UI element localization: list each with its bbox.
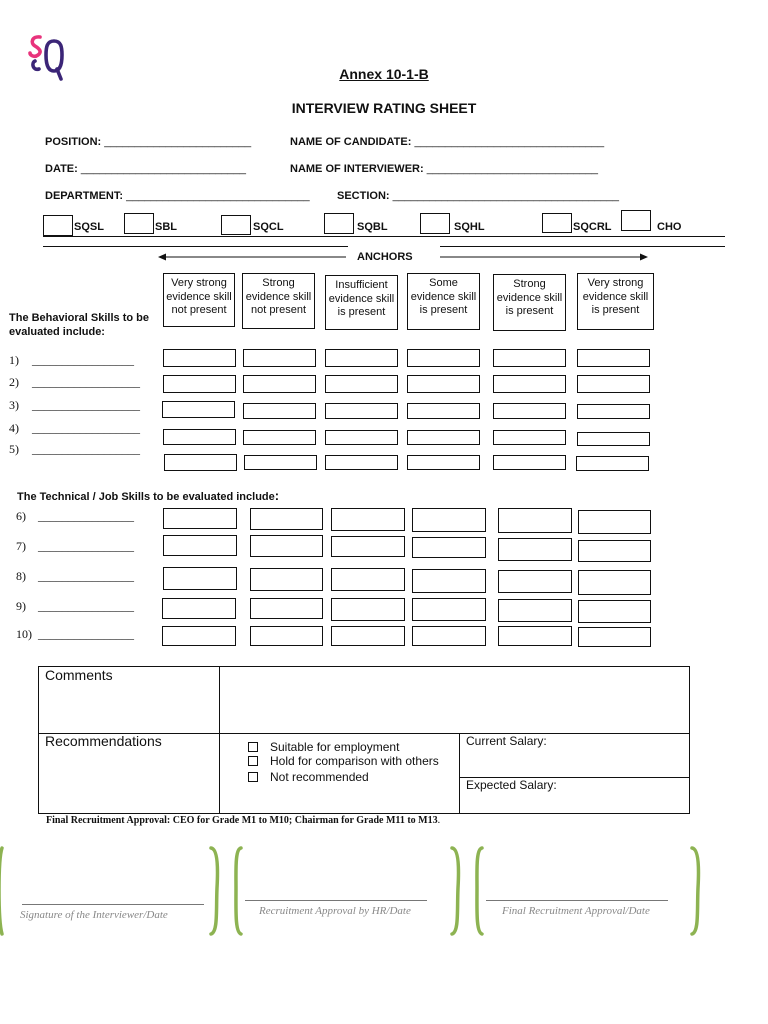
candidate-label: NAME OF CANDIDATE: <box>290 136 412 148</box>
rating-cell[interactable] <box>243 349 316 367</box>
skill-name-line[interactable]: ________________ <box>38 569 134 583</box>
expected-salary-label[interactable]: Expected Salary: <box>466 778 557 792</box>
recommendations-label: Recommendations <box>45 733 162 749</box>
final-approval-period: . <box>437 815 441 826</box>
date-field[interactable] <box>45 163 246 175</box>
technical-heading <box>17 488 279 503</box>
rating-cell[interactable] <box>325 430 398 445</box>
rating-cell[interactable] <box>412 598 486 621</box>
option-label: Not recommended <box>270 770 369 784</box>
final-approval-text: Final Recruitment Approval: CEO for Grade M1 to M10; Chairman for Grade M11 to M13 <box>46 815 438 826</box>
unit-label-sqcl: SQCL <box>253 221 284 233</box>
divider-line <box>43 236 725 237</box>
position-line: ________________________ <box>104 136 252 148</box>
unit-label-sqsl: SQSL <box>74 221 104 233</box>
rating-cell[interactable] <box>577 349 650 367</box>
rating-cell[interactable] <box>576 456 649 471</box>
signature-brackets-icon <box>0 840 768 944</box>
salary-vertical-divider <box>459 733 460 814</box>
rating-cell[interactable] <box>244 455 317 470</box>
rating-cell[interactable] <box>498 538 572 561</box>
rating-cell[interactable] <box>498 599 572 622</box>
anchor-strong-not-present: Strong evidence skill not present <box>242 273 315 329</box>
rating-cell[interactable] <box>163 429 236 445</box>
rating-cell[interactable] <box>164 454 237 471</box>
unit-label-sqhl: SQHL <box>454 221 485 233</box>
skill-name-line[interactable]: __________________ <box>32 421 140 435</box>
signature-label-final: Final Recruitment Approval/Date <box>502 905 650 917</box>
option-hold[interactable] <box>248 754 439 768</box>
unit-checkbox-sqbl[interactable] <box>324 213 354 234</box>
rating-cell[interactable] <box>493 375 566 393</box>
option-label: Suitable for employment <box>270 740 400 754</box>
rating-cell[interactable] <box>331 536 405 557</box>
technical-heading-text: The Technical / Job Skills to be evaluated include <box>17 491 275 503</box>
rating-cell[interactable] <box>163 567 237 590</box>
unit-checkbox-sqcl[interactable] <box>221 215 251 235</box>
skill-name-line[interactable]: __________________ <box>32 375 140 389</box>
rating-cell[interactable] <box>331 626 405 646</box>
rating-cell[interactable] <box>162 626 236 646</box>
behavioral-heading <box>9 311 149 339</box>
rating-cell[interactable] <box>162 401 235 418</box>
unit-label-cho: CHO <box>657 221 682 233</box>
rating-cell[interactable] <box>331 568 405 591</box>
technical-heading-colon: : <box>274 488 280 503</box>
interviewer-field[interactable] <box>290 163 598 175</box>
rating-cell[interactable] <box>493 403 566 419</box>
unit-checkbox-sqsl[interactable] <box>43 215 73 236</box>
rating-cell[interactable] <box>243 403 316 419</box>
interviewer-label: NAME OF INTERVIEWER: <box>290 163 424 175</box>
unit-checkbox-sqhl[interactable] <box>420 213 450 234</box>
divider-line-left <box>43 246 348 247</box>
rating-cell[interactable] <box>325 349 398 367</box>
rating-cell[interactable] <box>250 598 323 619</box>
rating-cell[interactable] <box>578 627 651 647</box>
department-label: DEPARTMENT: <box>45 190 124 202</box>
rating-cell[interactable] <box>407 403 480 419</box>
row-number: 10) <box>16 627 32 641</box>
comments-label: Comments <box>45 667 113 683</box>
row-number: 7) <box>16 539 26 553</box>
signature-line-hr[interactable] <box>245 900 427 901</box>
final-approval-note <box>46 815 440 826</box>
rating-cell[interactable] <box>498 626 572 646</box>
rating-cell[interactable] <box>493 455 566 470</box>
rating-cell[interactable] <box>578 600 651 623</box>
section-field[interactable] <box>337 190 619 202</box>
rating-cell[interactable] <box>250 535 323 557</box>
rating-cell[interactable] <box>331 508 405 531</box>
annex-label: Annex 10-1-B <box>339 66 429 82</box>
unit-checkbox-cho[interactable] <box>621 210 651 231</box>
rating-cell[interactable] <box>243 375 316 393</box>
behavioral-heading-line2: evaluated include: <box>9 326 105 338</box>
checkbox-icon[interactable] <box>248 772 258 782</box>
rating-cell[interactable] <box>407 430 480 445</box>
option-not-recommended[interactable] <box>248 770 369 784</box>
rating-cell[interactable] <box>412 569 486 593</box>
anchor-very-strong-not-present: Very strong evidence skill not present <box>163 273 235 327</box>
current-salary-label[interactable]: Current Salary: <box>466 734 547 748</box>
rating-cell[interactable] <box>498 508 572 533</box>
table-vertical-divider <box>219 666 220 814</box>
row-number: 4) <box>9 421 19 435</box>
rating-cell[interactable] <box>412 626 486 646</box>
rating-cell[interactable] <box>577 375 650 393</box>
rating-cell[interactable] <box>412 508 486 532</box>
row-number: 1) <box>9 353 19 367</box>
candidate-field[interactable] <box>290 136 604 148</box>
page-title: INTERVIEW RATING SHEET <box>291 100 477 116</box>
unit-label-sqbl: SQBL <box>357 221 388 233</box>
rating-cell[interactable] <box>578 510 651 534</box>
skill-name-line[interactable]: _________________ <box>32 353 134 367</box>
signature-line-final[interactable] <box>486 900 668 901</box>
signature-label-interviewer: Signature of the Interviewer/Date <box>20 909 168 921</box>
rating-cell[interactable] <box>407 375 480 393</box>
option-suitable[interactable] <box>248 740 399 754</box>
skill-name-line[interactable]: ________________ <box>38 627 134 641</box>
rating-cell[interactable] <box>325 455 398 470</box>
checkbox-icon[interactable] <box>248 742 258 752</box>
skill-name-line[interactable]: ________________ <box>38 599 134 613</box>
section-line: _____________________________________ <box>392 190 619 202</box>
position-label: POSITION: <box>45 136 102 148</box>
skill-name-line[interactable]: ________________ <box>38 539 134 553</box>
anchors-label: ANCHORS <box>357 251 413 263</box>
row-number: 5) <box>9 442 19 456</box>
skill-name-line[interactable]: __________________ <box>32 442 140 456</box>
rating-cell[interactable] <box>163 535 237 556</box>
option-label: Hold for comparison with others <box>270 754 439 768</box>
row-number: 3) <box>9 398 19 412</box>
rating-cell[interactable] <box>250 626 323 646</box>
rating-cell[interactable] <box>325 375 398 393</box>
divider-line-right <box>440 246 725 247</box>
row-number: 9) <box>16 599 26 613</box>
rating-cell[interactable] <box>493 430 566 445</box>
rating-cell[interactable] <box>250 508 323 530</box>
rating-cell[interactable] <box>250 568 323 591</box>
signature-label-hr: Recruitment Approval by HR/Date <box>259 905 411 917</box>
skill-name-line[interactable]: ________________ <box>38 509 134 523</box>
row-number: 6) <box>16 509 26 523</box>
skill-name-line[interactable]: __________________ <box>32 398 140 412</box>
anchor-some-present: Some evidence skill is present <box>407 273 480 330</box>
department-line: ______________________________ <box>126 190 310 202</box>
interviewer-line: ____________________________ <box>426 163 598 175</box>
date-label: DATE: <box>45 163 78 175</box>
anchor-insufficient-present: Insufficient evidence skill is present <box>325 275 398 330</box>
rating-cell[interactable] <box>243 430 316 445</box>
rating-cell[interactable] <box>163 349 236 367</box>
row-number: 2) <box>9 375 19 389</box>
candidate-line: _______________________________ <box>414 136 605 148</box>
checkbox-icon[interactable] <box>248 756 258 766</box>
anchor-very-strong-present: Very strong evidence skill is present <box>577 273 654 330</box>
unit-checkbox-sqcrl[interactable] <box>542 213 572 233</box>
rating-cell[interactable] <box>325 403 398 419</box>
rating-cell[interactable] <box>412 537 486 558</box>
position-field[interactable] <box>45 136 251 148</box>
rating-cell[interactable] <box>578 570 651 595</box>
date-line: ___________________________ <box>80 163 247 175</box>
unit-label-sbl: SBL <box>155 221 177 233</box>
anchor-strong-present: Strong evidence skill is present <box>493 274 566 331</box>
rating-cell[interactable] <box>163 375 236 393</box>
rating-cell[interactable] <box>493 349 566 367</box>
rating-cell[interactable] <box>407 455 480 470</box>
rating-cell[interactable] <box>331 598 405 621</box>
row-number: 8) <box>16 569 26 583</box>
comments-field[interactable] <box>221 668 688 732</box>
rating-cell[interactable] <box>577 432 650 446</box>
rating-cell[interactable] <box>407 349 480 367</box>
rating-cell[interactable] <box>578 540 651 562</box>
section-label: SECTION: <box>337 190 390 202</box>
rating-cell[interactable] <box>498 570 572 593</box>
unit-checkbox-sbl[interactable] <box>124 213 154 234</box>
signature-line-interviewer[interactable] <box>22 904 204 905</box>
rating-cell[interactable] <box>162 598 236 619</box>
unit-label-sqcrl: SQCRL <box>573 221 612 233</box>
department-field[interactable] <box>45 190 310 202</box>
rating-cell[interactable] <box>163 508 237 529</box>
behavioral-heading-line1: The Behavioral Skills to be <box>9 312 149 324</box>
rating-cell[interactable] <box>577 404 650 419</box>
